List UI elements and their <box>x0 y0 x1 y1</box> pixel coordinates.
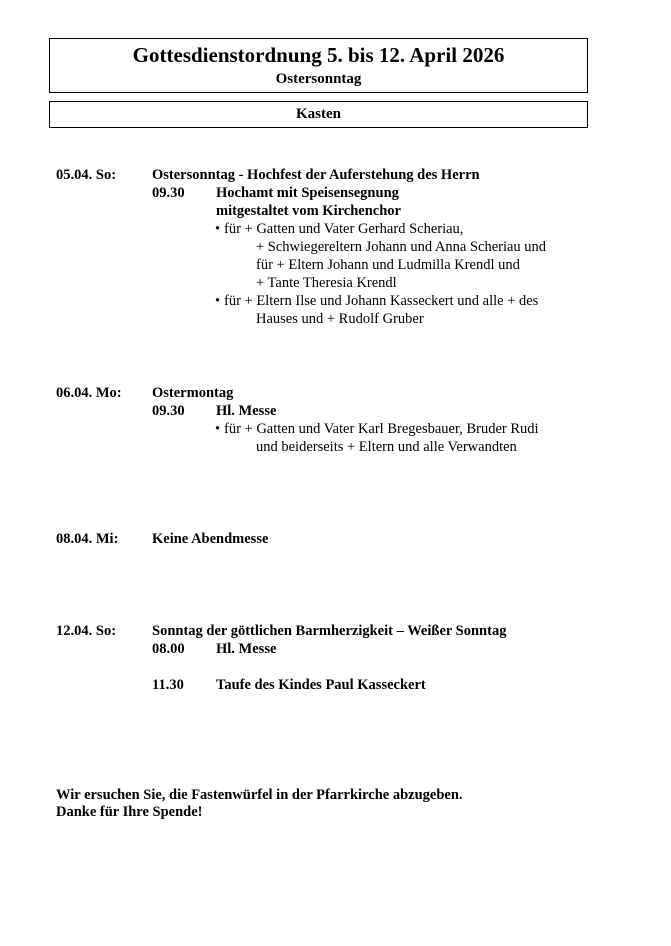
location-label: Kasten <box>49 101 588 128</box>
service-name: Hl. Messe <box>216 403 277 419</box>
service-time: 11.30 <box>152 677 184 693</box>
day-date: 05.04. So: <box>56 167 117 183</box>
intention-line: Hauses und + Rudolf Gruber <box>256 311 424 327</box>
service-time: 09.30 <box>152 185 185 201</box>
intention-line: und beiderseits + Eltern und alle Verwandten <box>256 439 517 455</box>
bullet-icon: • <box>215 221 221 237</box>
day-date: 08.04. Mi: <box>56 531 119 547</box>
bullet-icon: • <box>215 421 221 437</box>
mass-intention <box>215 420 539 456</box>
mass-intention <box>215 292 538 328</box>
mass-intention <box>215 220 546 292</box>
intention-line: • für + Gatten und Vater Gerhard Scheriau, <box>215 221 464 237</box>
footer-thanks: Danke für Ihre Spende! <box>56 804 203 820</box>
day-title: Ostermontag <box>152 385 234 401</box>
service-note: mitgestaltet vom Kirchenchor <box>216 203 401 219</box>
bullet-icon: • <box>215 293 221 309</box>
service-time: 08.00 <box>152 641 185 657</box>
service-name: Hl. Messe <box>216 641 277 657</box>
intention-line: • für + Gatten und Vater Karl Bregesbauer, Bruder Rudi <box>215 421 539 437</box>
intention-line: + Schwiegereltern Johann und Anna Scheriau und <box>256 239 547 255</box>
service-name: Taufe des Kindes Paul Kasseckert <box>216 677 426 693</box>
day-title: Ostersonntag - Hochfest der Auferstehung des Herrn <box>152 167 480 183</box>
page-subtitle: Ostersonntag <box>275 71 362 87</box>
intention-line: • für + Eltern Ilse und Johann Kasseckert und alle + des <box>215 293 539 309</box>
day-title: Keine Abendmesse <box>152 531 269 547</box>
intention-line: für + Eltern Johann und Ludmilla Krendl und <box>256 257 520 273</box>
page-title: Gottesdienstordnung 5. bis 12. April 2026 <box>132 43 505 67</box>
day-title: Sonntag der göttlichen Barmherzigkeit – Weißer Sonntag <box>152 623 507 639</box>
header-box <box>49 38 588 93</box>
footer-note: Wir ersuchen Sie, die Fastenwürfel in der Pfarrkirche abzugeben. <box>56 787 463 803</box>
day-date: 12.04. So: <box>56 623 117 639</box>
day-date: 06.04. Mo: <box>56 385 122 401</box>
intention-line: + Tante Theresia Krendl <box>256 275 397 291</box>
service-time: 09.30 <box>152 403 185 419</box>
service-name: Hochamt mit Speisensegnung <box>216 185 399 201</box>
